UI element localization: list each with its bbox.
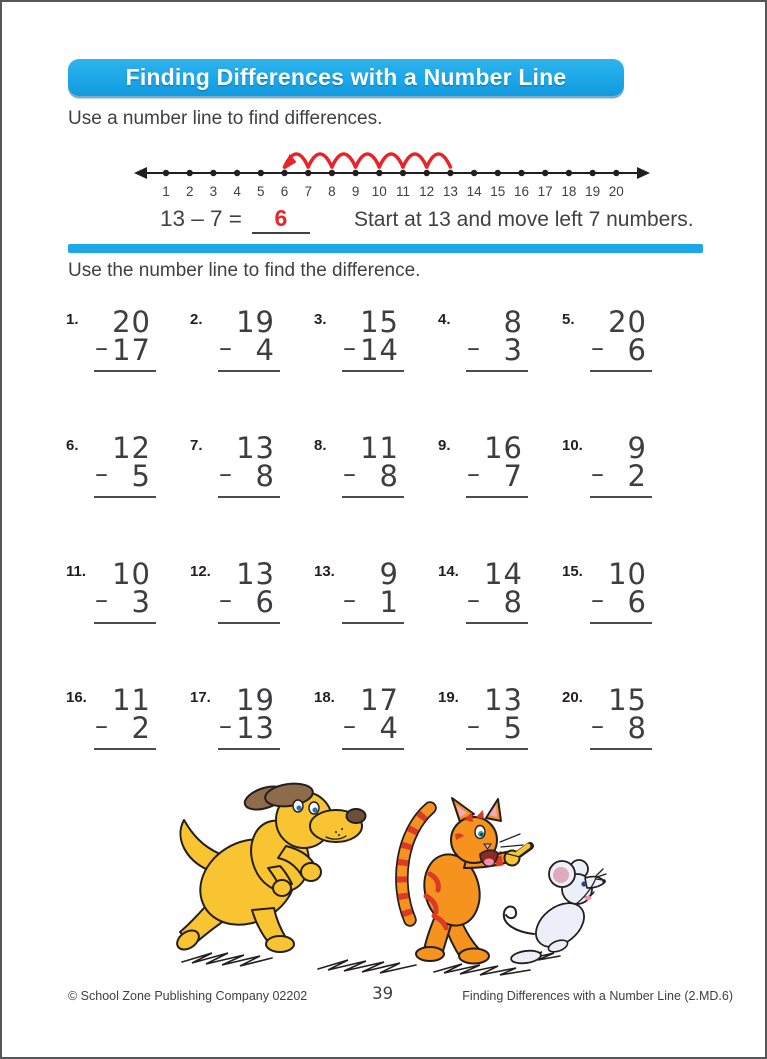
problem-3 bbox=[314, 305, 438, 372]
minuend: 12 bbox=[112, 431, 151, 465]
svg-text:16: 16 bbox=[513, 184, 530, 199]
subtrahend: 4 bbox=[255, 333, 275, 367]
minuend: 10 bbox=[112, 557, 151, 591]
answer-blank[interactable] bbox=[218, 748, 280, 750]
answer-blank[interactable] bbox=[466, 748, 528, 750]
minuend: 20 bbox=[112, 305, 151, 339]
answer-blank[interactable] bbox=[218, 496, 280, 498]
problem-8 bbox=[314, 431, 438, 498]
subtrahend: 8 bbox=[255, 459, 275, 493]
subtrahend: 7 bbox=[503, 459, 523, 493]
problem-number: 12. bbox=[190, 563, 211, 580]
problem-number: 1. bbox=[66, 311, 79, 328]
problem-number: 14. bbox=[438, 563, 459, 580]
problem-15 bbox=[562, 557, 686, 624]
subtrahend-row bbox=[94, 585, 156, 619]
subtrahend: 6 bbox=[627, 333, 647, 367]
minuend: 14 bbox=[484, 557, 523, 591]
subtrahend-row bbox=[94, 459, 156, 493]
svg-text:8: 8 bbox=[328, 184, 336, 199]
minuend: 10 bbox=[608, 557, 647, 591]
problem-14 bbox=[438, 557, 562, 624]
problem-number: 4. bbox=[438, 311, 451, 328]
problem-number: 10. bbox=[562, 437, 583, 454]
svg-text:13: 13 bbox=[442, 184, 458, 199]
problem-7 bbox=[190, 431, 314, 498]
svg-text:15: 15 bbox=[490, 184, 506, 199]
minus-sign: – bbox=[95, 333, 108, 363]
problem-stack bbox=[466, 683, 528, 750]
subtrahend-row bbox=[342, 711, 404, 745]
svg-text:14: 14 bbox=[466, 184, 482, 199]
minuend: 19 bbox=[236, 305, 275, 339]
subtrahend: 8 bbox=[503, 585, 523, 619]
problem-10 bbox=[562, 431, 686, 498]
problem-stack bbox=[466, 431, 528, 498]
minus-sign: – bbox=[591, 459, 604, 489]
subtrahend: 5 bbox=[131, 459, 151, 493]
problem-stack bbox=[590, 683, 652, 750]
subtrahend-row bbox=[218, 459, 280, 493]
minus-sign: – bbox=[219, 585, 232, 615]
problem-stack bbox=[218, 431, 280, 498]
answer-blank[interactable] bbox=[94, 370, 156, 372]
problem-19 bbox=[438, 683, 562, 750]
minuend: 13 bbox=[236, 557, 275, 591]
example-note: Start at 13 and move left 7 numbers. bbox=[353, 208, 694, 232]
subtrahend-row bbox=[590, 459, 652, 493]
svg-text:1: 1 bbox=[162, 184, 170, 199]
subtrahend-row bbox=[218, 585, 280, 619]
answer-blank[interactable] bbox=[342, 496, 404, 498]
answer-blank[interactable] bbox=[94, 622, 156, 624]
minus-sign: – bbox=[219, 333, 232, 363]
problem-1 bbox=[66, 305, 190, 372]
subtrahend-row bbox=[590, 333, 652, 367]
svg-text:7: 7 bbox=[304, 184, 312, 199]
section-divider bbox=[68, 244, 703, 253]
problem-stack bbox=[342, 557, 404, 624]
problem-stack bbox=[94, 305, 156, 372]
example-answer: 6 bbox=[252, 206, 310, 234]
problem-stack bbox=[94, 557, 156, 624]
answer-blank[interactable] bbox=[590, 622, 652, 624]
subtrahend: 14 bbox=[360, 333, 399, 367]
subtrahend-row bbox=[590, 711, 652, 745]
minus-sign: – bbox=[467, 459, 480, 489]
minus-sign: – bbox=[343, 459, 356, 489]
svg-text:9: 9 bbox=[351, 184, 360, 199]
problem-stack bbox=[590, 431, 652, 498]
svg-text:10: 10 bbox=[371, 184, 387, 199]
answer-blank[interactable] bbox=[342, 370, 404, 372]
subtrahend: 6 bbox=[255, 585, 275, 619]
answer-blank[interactable] bbox=[218, 370, 280, 372]
problem-number: 19. bbox=[438, 689, 459, 706]
subtrahend-row bbox=[466, 585, 528, 619]
problem-number: 6. bbox=[66, 437, 79, 454]
problem-2 bbox=[190, 305, 314, 372]
problem-number: 18. bbox=[314, 689, 335, 706]
problem-20 bbox=[562, 683, 686, 750]
answer-blank[interactable] bbox=[218, 622, 280, 624]
problem-18 bbox=[314, 683, 438, 750]
minus-sign: – bbox=[467, 333, 480, 363]
subtrahend: 3 bbox=[503, 333, 523, 367]
minuend: 20 bbox=[608, 305, 647, 339]
problem-number: 16. bbox=[66, 689, 87, 706]
minus-sign: – bbox=[219, 459, 232, 489]
subtrahend: 17 bbox=[112, 333, 151, 367]
svg-text:6: 6 bbox=[280, 184, 289, 199]
minus-sign: – bbox=[343, 585, 356, 615]
minus-sign: – bbox=[467, 711, 480, 741]
minus-sign: – bbox=[343, 711, 356, 741]
minus-sign: – bbox=[591, 711, 604, 741]
subtrahend-row bbox=[342, 333, 404, 367]
subtrahend-row bbox=[342, 459, 404, 493]
answer-blank[interactable] bbox=[342, 622, 404, 624]
example-equation: 13 – 7 = bbox=[160, 206, 242, 232]
minuend: 9 bbox=[627, 431, 647, 465]
mouse-tail bbox=[504, 906, 534, 934]
answer-blank[interactable] bbox=[590, 496, 652, 498]
answer-blank[interactable] bbox=[342, 748, 404, 750]
minuend: 16 bbox=[484, 431, 523, 465]
copyright-text: © School Zone Publishing Company 02202 bbox=[68, 989, 308, 1003]
problem-stack bbox=[466, 557, 528, 624]
problem-stack bbox=[218, 557, 280, 624]
subtrahend: 8 bbox=[627, 711, 647, 745]
subtrahend: 3 bbox=[131, 585, 151, 619]
problem-number: 17. bbox=[190, 689, 211, 706]
svg-text:5: 5 bbox=[257, 184, 265, 199]
problem-12 bbox=[190, 557, 314, 624]
intro-text: Use a number line to find differences. bbox=[68, 108, 383, 129]
chase-illustration bbox=[168, 772, 613, 979]
problem-stack bbox=[342, 305, 404, 372]
subtrahend-row bbox=[218, 333, 280, 367]
problem-stack bbox=[218, 305, 280, 372]
minuend: 11 bbox=[360, 431, 399, 465]
subtrahend-row bbox=[94, 333, 156, 367]
svg-text:4: 4 bbox=[233, 184, 241, 199]
svg-text:2: 2 bbox=[185, 184, 194, 199]
subtrahend: 2 bbox=[131, 711, 151, 745]
mouse-illustration bbox=[504, 860, 606, 965]
svg-text:17: 17 bbox=[537, 184, 553, 199]
problem-stack bbox=[94, 431, 156, 498]
subtrahend-row bbox=[342, 585, 404, 619]
subtrahend-row bbox=[590, 585, 652, 619]
answer-blank[interactable] bbox=[94, 496, 156, 498]
svg-text:18: 18 bbox=[561, 184, 577, 199]
minuend: 9 bbox=[379, 557, 399, 591]
minus-sign: – bbox=[591, 333, 604, 363]
svg-text:3: 3 bbox=[209, 184, 218, 199]
subtrahend: 5 bbox=[503, 711, 523, 745]
minus-sign: – bbox=[95, 585, 108, 615]
problem-9 bbox=[438, 431, 562, 498]
subtrahend-row bbox=[466, 333, 528, 367]
directions-text: Use the number line to find the difference. bbox=[68, 260, 421, 281]
subtrahend: 4 bbox=[379, 711, 399, 745]
problem-number: 11. bbox=[66, 563, 87, 580]
minuend: 17 bbox=[360, 683, 399, 717]
problem-17 bbox=[190, 683, 314, 750]
problem-stack bbox=[94, 683, 156, 750]
answer-blank[interactable] bbox=[94, 748, 156, 750]
minuend: 15 bbox=[608, 683, 647, 717]
subtrahend: 2 bbox=[627, 459, 647, 493]
problem-16 bbox=[66, 683, 190, 750]
dog-illustration bbox=[174, 781, 366, 954]
minuend: 13 bbox=[484, 683, 523, 717]
answer-blank[interactable] bbox=[590, 370, 652, 372]
svg-text:20: 20 bbox=[608, 184, 624, 199]
subtrahend-row bbox=[466, 711, 528, 745]
subtrahend: 1 bbox=[379, 585, 399, 619]
problem-stack bbox=[342, 683, 404, 750]
subtrahend: 6 bbox=[627, 585, 647, 619]
minuend: 15 bbox=[360, 305, 399, 339]
svg-text:12: 12 bbox=[419, 184, 435, 199]
problem-stack bbox=[590, 557, 652, 624]
minus-sign: – bbox=[95, 459, 108, 489]
minus-sign: – bbox=[95, 711, 108, 741]
problem-stack bbox=[218, 683, 280, 750]
minuend: 11 bbox=[112, 683, 151, 717]
problem-number: 13. bbox=[314, 563, 335, 580]
answer-blank[interactable] bbox=[466, 496, 528, 498]
number-line bbox=[132, 140, 652, 204]
problems-grid bbox=[66, 305, 686, 750]
problem-5 bbox=[562, 305, 686, 372]
svg-text:19: 19 bbox=[585, 184, 601, 199]
svg-text:11: 11 bbox=[395, 184, 411, 199]
problem-number: 15. bbox=[562, 563, 583, 580]
subtrahend: 13 bbox=[236, 711, 275, 745]
problem-stack bbox=[590, 305, 652, 372]
problem-number: 9. bbox=[438, 437, 451, 454]
problem-13 bbox=[314, 557, 438, 624]
answer-blank[interactable] bbox=[466, 370, 528, 372]
example-row bbox=[160, 206, 694, 234]
minus-sign: – bbox=[591, 585, 604, 615]
cat-illustration bbox=[402, 798, 530, 964]
title-banner bbox=[68, 59, 624, 96]
problem-number: 8. bbox=[314, 437, 327, 454]
minuend: 8 bbox=[503, 305, 523, 339]
problem-stack bbox=[342, 431, 404, 498]
minuend: 19 bbox=[236, 683, 275, 717]
problem-number: 20. bbox=[562, 689, 583, 706]
minuend: 13 bbox=[236, 431, 275, 465]
ground-scribble-lines bbox=[182, 952, 560, 975]
problem-number: 5. bbox=[562, 311, 575, 328]
problem-number: 7. bbox=[190, 437, 203, 454]
problem-4 bbox=[438, 305, 562, 372]
subtrahend-row bbox=[466, 459, 528, 493]
problem-stack bbox=[466, 305, 528, 372]
page-title: Finding Differences with a Number Line bbox=[125, 64, 567, 90]
problem-number: 3. bbox=[314, 311, 327, 328]
problem-11 bbox=[66, 557, 190, 624]
answer-blank[interactable] bbox=[466, 622, 528, 624]
answer-blank[interactable] bbox=[590, 748, 652, 750]
subtrahend: 8 bbox=[379, 459, 399, 493]
page-number: 39 bbox=[372, 984, 394, 1003]
footer-lesson-title: Finding Differences with a Number Line (2.MD.6) bbox=[462, 989, 733, 1003]
subtrahend-row bbox=[94, 711, 156, 745]
minus-sign: – bbox=[219, 711, 232, 741]
subtrahend-row bbox=[218, 711, 280, 745]
minus-sign: – bbox=[467, 585, 480, 615]
problem-6 bbox=[66, 431, 190, 498]
minus-sign: – bbox=[343, 333, 356, 363]
problem-number: 2. bbox=[190, 311, 203, 328]
